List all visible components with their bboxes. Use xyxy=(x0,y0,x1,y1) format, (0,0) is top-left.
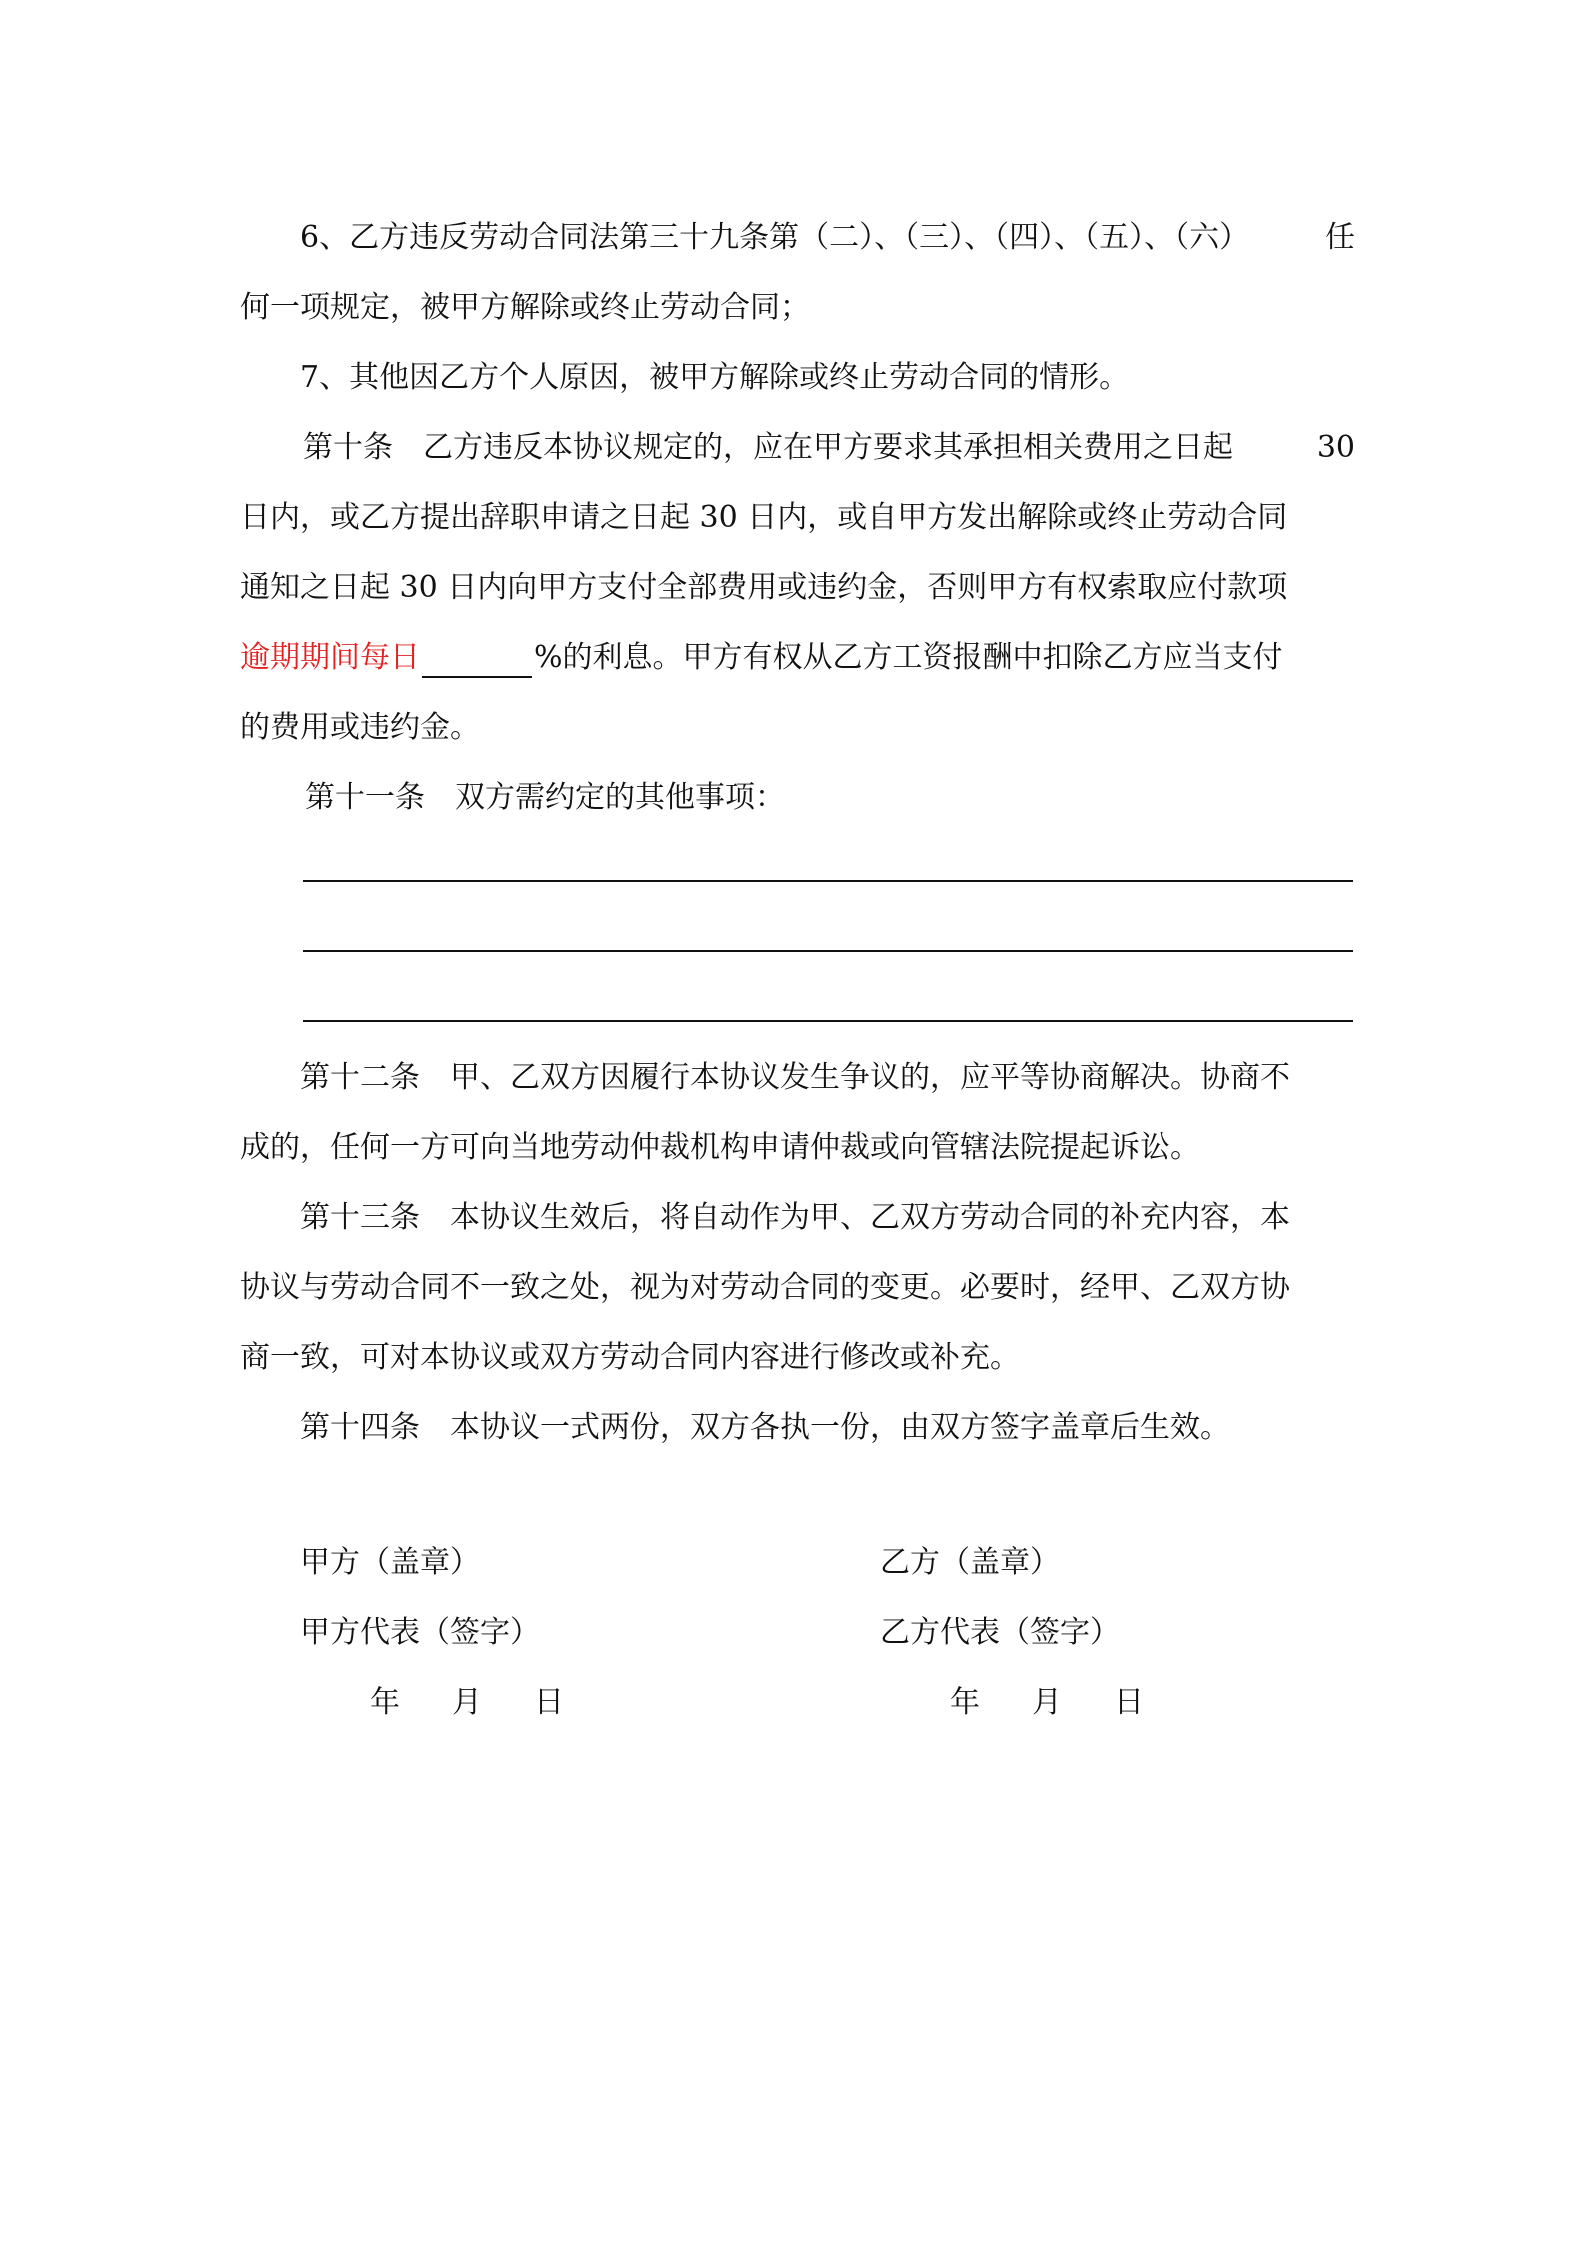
article-10-text: 第十条 乙方违反本协议规定的，应在甲方要求其承担相关费用之日起 xyxy=(303,430,1233,465)
item-6-line-1 xyxy=(300,218,1355,258)
party-a-date xyxy=(370,1683,564,1723)
blank-line-2 xyxy=(303,950,1353,952)
blank-line-1 xyxy=(303,880,1353,882)
article-10-number: 30 xyxy=(1316,430,1355,465)
month-label: 月 xyxy=(452,1685,482,1720)
article-10-line-4 xyxy=(240,638,1355,678)
party-a-rep-label: 甲方代表（签字） xyxy=(300,1615,540,1650)
item-6-line-2: 何一项规定，被甲方解除或终止劳动合同； xyxy=(240,290,810,325)
article-10-line-5: 的费用或违约金。 xyxy=(240,710,480,745)
article-12-line-2: 成的，任何一方可向当地劳动仲裁机构申请仲裁或向管辖法院提起诉讼。 xyxy=(240,1130,1200,1165)
party-a-seal-label: 甲方（盖章） xyxy=(300,1545,480,1580)
article-10-line-3: 通知之日起 30 日内向甲方支付全部费用或违约金，否则甲方有权索取应付款项 xyxy=(240,570,1288,605)
article-10-line-4-text: %的利息。甲方有权从乙方工资报酬中扣除乙方应当支付 xyxy=(534,640,1283,675)
article-13-line-3: 商一致，可对本协议或双方劳动合同内容进行修改或补充。 xyxy=(240,1340,1020,1375)
article-13-line-1: 第十三条 本协议生效后，将自动作为甲、乙双方劳动合同的补充内容，本 xyxy=(300,1200,1290,1235)
month-label: 月 xyxy=(1032,1685,1062,1720)
interest-rate-blank xyxy=(422,646,532,678)
article-10-line-1 xyxy=(303,428,1355,468)
day-label: 日 xyxy=(1114,1685,1144,1720)
item-7: 7、其他因乙方个人原因，被甲方解除或终止劳动合同的情形。 xyxy=(300,360,1130,395)
blank-line-3 xyxy=(303,1020,1353,1022)
overdue-highlight: 逾期期间每日 xyxy=(240,640,420,675)
item-6-text: 6、乙方违反劳动合同法第三十九条第（二）、（三）、（四）、（五）、（六） xyxy=(300,220,1250,255)
article-13-line-2: 协议与劳动合同不一致之处，视为对劳动合同的变更。必要时，经甲、乙双方协 xyxy=(240,1270,1290,1305)
year-label: 年 xyxy=(950,1685,980,1720)
article-14: 第十四条 本协议一式两份，双方各执一份，由双方签字盖章后生效。 xyxy=(300,1410,1230,1445)
day-label: 日 xyxy=(534,1685,564,1720)
item-6-text-end: 任 xyxy=(1325,220,1355,255)
party-b-date xyxy=(950,1683,1144,1723)
article-10-line-2: 日内，或乙方提出辞职申请之日起 30 日内，或自甲方发出解除或终止劳动合同 xyxy=(240,500,1288,535)
party-b-seal-label: 乙方（盖章） xyxy=(880,1545,1060,1580)
party-b-rep-label: 乙方代表（签字） xyxy=(880,1615,1120,1650)
article-12-line-1: 第十二条 甲、乙双方因履行本协议发生争议的，应平等协商解决。协商不 xyxy=(300,1060,1290,1095)
year-label: 年 xyxy=(370,1685,400,1720)
article-11: 第十一条 双方需约定的其他事项： xyxy=(305,780,785,815)
